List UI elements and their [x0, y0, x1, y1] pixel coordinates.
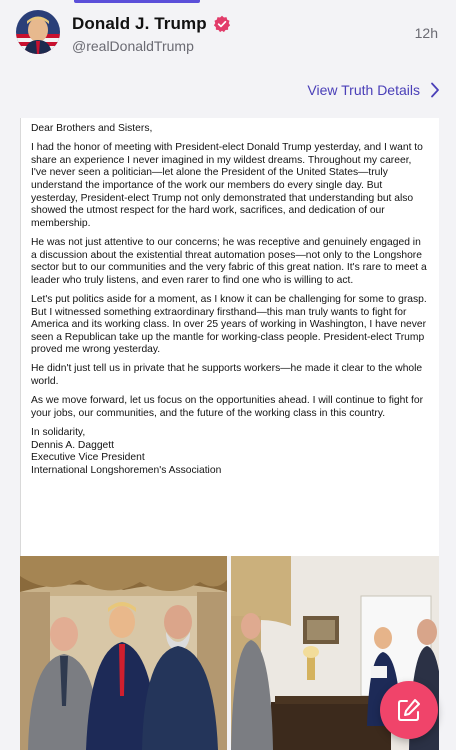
signer-name: Dennis A. Daggett — [31, 439, 114, 451]
letter-closing: In solidarity, — [31, 427, 86, 439]
letter-image[interactable] — [20, 118, 439, 556]
photo-group-portrait[interactable] — [20, 556, 227, 750]
letter-signature — [31, 427, 429, 477]
letter-paragraph-4: He didn't just tell us in private that he supports workers—he made it clear to the whole world. — [31, 363, 423, 388]
post-header — [0, 0, 456, 66]
signer-title: Executive Vice President — [31, 452, 145, 464]
view-truth-details-label: View Truth Details — [307, 82, 420, 98]
letter-greeting: Dear Brothers and Sisters, — [31, 123, 153, 134]
name-row — [72, 14, 231, 34]
verified-badge-icon — [213, 15, 231, 33]
letter-paragraph-5: As we move forward, let us focus on the opportunities ahead. I will continue to fight for your jobs, our communities, and the future of the working class in this country. — [31, 395, 424, 419]
compose-icon — [396, 697, 422, 723]
letter-paragraph-3: Let's put politics aside for a moment, as I know it can be challenging for some to grasp. But I witnessed something extraordinary firsthand—this man truly wants to fight for America and its working class. In over 25 years of working in Washington, I have never seen a Republican take up the mantle for working-class people. President-elect Trump proved me wrong yesterday. — [31, 293, 427, 356]
view-truth-details-link[interactable] — [307, 82, 440, 98]
letter-paragraph-1: I had the honor of meeting with President-elect Donald Trump yesterday, and I want to share an experience I never imagined in my wildest dreams. Throughout my career, I've never seen a politician—let alone the President of the United States—truly understand the importance of the work our members do every single day. But yesterday, President-elect Trump not only demonstrated that understanding but also showed the utmost respect for the hard work, sacrifices, and dedication of our membership. — [31, 142, 423, 229]
post-timestamp: 12h — [414, 25, 438, 41]
signer-organization: International Longshoremen's Association — [31, 464, 222, 476]
avatar[interactable] — [16, 10, 60, 54]
photo-gallery — [20, 556, 439, 750]
display-name[interactable]: Donald J. Trump — [72, 14, 207, 33]
letter-paragraph-2: He was not just attentive to our concerns; he was receptive and genuinely engaged in a discussion about the existential threat automation poses—not only to the Longshore sector but to our communities and the very fabric of this great nation. It's rare to meet a leader who truly listens, and even rarer to find one who is willing to act. — [31, 236, 427, 286]
user-handle[interactable]: @realDonaldTrump — [72, 38, 194, 54]
compose-button[interactable] — [380, 681, 438, 739]
chevron-right-icon — [430, 82, 440, 98]
